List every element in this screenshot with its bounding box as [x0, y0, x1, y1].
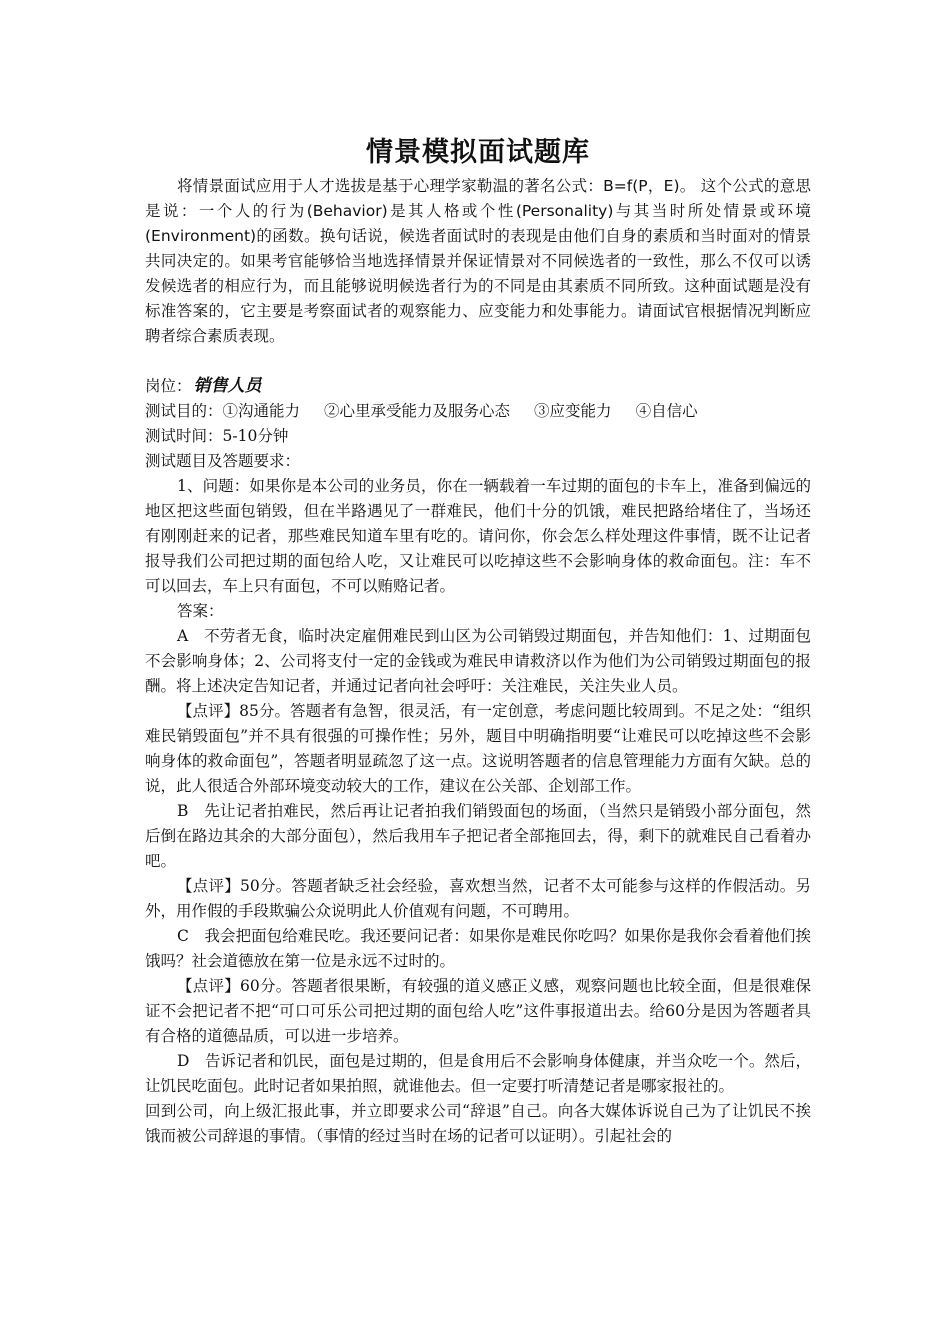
answer-label: 答案： [177, 602, 224, 620]
document-title: 情景模拟面试题库 [366, 137, 590, 168]
position-label: 岗位： [145, 377, 192, 395]
position-name: 销售人员 [193, 376, 262, 396]
test-time: 测试时间：5-10分钟 [145, 427, 289, 445]
comment-b: 【点评】50分。答题者缺乏社会经验，喜欢想当然，记者不太可能参与这样的作假活动。另外，用作假的手段欺骗公众说明此人价值观有问题，不可聘用。 [145, 877, 811, 920]
answer-d: D 告诉记者和饥民，面包是过期的，但是食用后不会影响身体健康，并当众吃一个。然后，让饥民吃面包。此时记者如果拍照，就谁他去。但一定要打听清楚记者是哪家报社的。 [145, 1052, 811, 1095]
goals-label: 测试目的： [145, 402, 223, 420]
document-content [145, 136, 811, 1149]
position-line [145, 374, 811, 399]
goal-item: ④自信心 [635, 402, 698, 420]
goal-item: ③应变能力 [534, 402, 612, 420]
answer-a: A 不劳者无食，临时决定雇佣难民到山区为公司销毁过期面包，并告知他们：1、过期面包不会影响身体；2、公司将支付一定的金钱或为难民申请救济以作为他们为公司销毁过期面包的报酬。将上述决定告知记者，并通过记者向社会呼吁：关注难民，关注失业人员。 [145, 627, 811, 695]
spacer [145, 349, 811, 374]
answer-c: C 我会把面包给难民吃。我还要问记者：如果你是难民你吃吗？如果你是我你会看着他们挨饿吗？社会道德放在第一位是永远不过时的。 [145, 927, 811, 970]
answer-d-continued: 回到公司，向上级汇报此事，并立即要求公司“辞退”自己。向各大媒体诉说自己为了让饥民不挨饿而被公司辞退的事情。（事情的经过当时在场的记者可以证明）。引起社会的 [145, 1102, 811, 1145]
goal-item: ①沟通能力 [222, 402, 301, 420]
question-1: 1、问题：如果你是本公司的业务员，你在一辆载着一车过期的面包的卡车上，准备到偏远的地区把这些面包销毁，但在半路遇见了一群难民，他们十分的饥饿，难民把路给堵住了，当场还有刚刚赶来的记者，那些难民知道车里有吃的。请问你，你会怎么样处理这件事情，既不让记者报导我们公司把过期的面包给人吃，又让难民可以吃掉这些不会影响身体的救命面包。注：车不可以回去，车上只有面包，不可以贿赂记者。 [145, 477, 811, 595]
questions-label: 测试题目及答题要求： [145, 452, 301, 470]
comment-c: 【点评】60分。答题者很果断，有较强的道义感正义感，观察问题也比较全面，但是很难保证不会把记者不把“可口可乐公司把过期的面包给人吃”这件事报道出去。给60分是因为答题者具有合格的道德品质，可以进一步培养。 [145, 977, 811, 1045]
goal-item: ②心里承受能力及服务心态 [324, 402, 511, 420]
test-goals [145, 399, 811, 424]
intro-paragraph: 将情景面试应用于人才选拔是基于心理学家勒温的著名公式：B=f(P，E)。 这个公式的意思是说：一个人的行为(Behavior)是其人格或个性(Personality)与其当时所处情景或环境(Environment)的函数。换句话说，候选者面试时的表现是由他们自身的素质和当时面对的情景共同决定的。如果考官能够恰当地选择情景并保证情景对不同候选者的一致性，那么不仅可以诱发候选者的相应行为，而且能够说明候选者行为的不同是由其素质不同所致。这种面试题是没有标准答案的，它主要是考察面试者的观察能力、应变能力和处事能力。请面试官根据情况判断应聘者综合素质表现。 [145, 177, 811, 345]
comment-a: 【点评】85分。答题者有急智，很灵活，有一定创意，考虑问题比较周到。不足之处：“组织难民销毁面包”并不具有很强的可操作性；另外，题目中明确指明要“让难民可以吃掉这些不会影响身体的救命面包”，答题者明显疏忽了这一点。这说明答题者的信息管理能力方面有欠缺。总的说，此人很适合外部环境变动较大的工作，建议在公关部、企划部工作。 [145, 702, 811, 795]
answer-b: B 先让记者拍难民，然后再让记者拍我们销毁面包的场面，（当然只是销毁小部分面包，然后倒在路边其余的大部分面包），然后我用车子把记者全部拖回去，得，剩下的就难民自己看着办吧。 [145, 802, 811, 870]
